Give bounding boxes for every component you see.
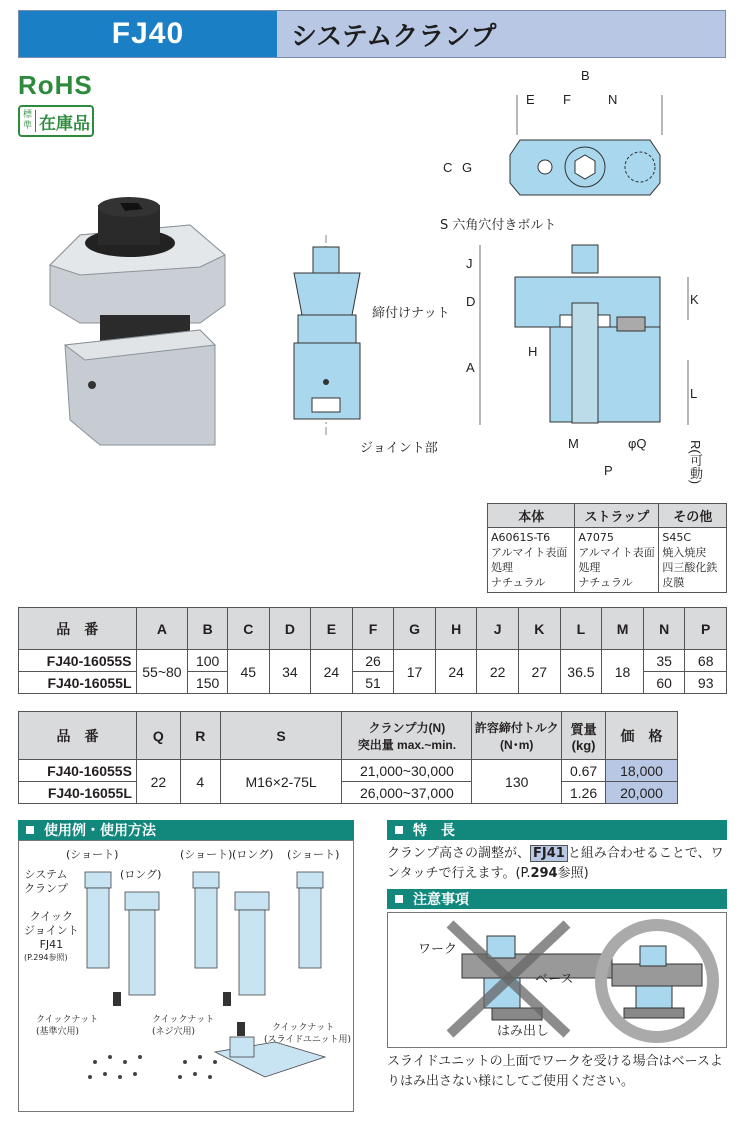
spec-cell: 45: [228, 650, 270, 694]
quick-nut-sublabel: (ネジ穴用): [152, 1027, 196, 1037]
spec-cell: 17: [394, 650, 436, 694]
bolt-label: S 六角穴付きボルト: [440, 218, 557, 233]
spec-cell: 1.26: [562, 782, 606, 804]
spec-cell: 22: [477, 650, 519, 694]
top-view-drawing: [460, 95, 720, 485]
joint-label: ジョイント部: [360, 441, 438, 456]
spec-cell: 24: [435, 650, 477, 694]
spec1-header: G: [394, 608, 436, 650]
spec2-header: R: [180, 712, 220, 760]
mat-cell: A6061S-T6 アルマイト表面処理 ナチュラル: [488, 528, 575, 593]
quick-nut-label: クイックナット: [272, 1023, 335, 1033]
dim-C: C: [443, 160, 453, 175]
price-cell: 20,000: [606, 782, 678, 804]
work-label: ワーク: [418, 942, 458, 957]
spec-table-2: [18, 711, 678, 804]
spec2-header: S: [220, 712, 342, 760]
dim-A: A: [466, 360, 475, 375]
long-label: (ロング): [232, 848, 274, 861]
table-row: [19, 760, 678, 782]
stock-badge: [18, 105, 94, 137]
spec-cell: 27: [518, 650, 560, 694]
mat-header: 本体: [488, 504, 575, 528]
spec1-header: K: [518, 608, 560, 650]
product-name: システムクランプ: [277, 11, 725, 57]
spec2-header: 質量 (kg): [562, 712, 606, 760]
dim-K: K: [690, 292, 699, 307]
spec-cell: 60: [643, 672, 685, 694]
mat-cell: A7075 アルマイト表面処理 ナチュラル: [575, 528, 659, 593]
caution-text: スライドユニットの上面でワークを受ける場合はベースよりはみ出さない様にしてご使用ください。: [387, 1054, 723, 1089]
dim-M: M: [568, 436, 579, 451]
spec-cell: 130: [472, 760, 562, 804]
spec-cell: 68: [685, 650, 727, 672]
short-label: (ショート): [66, 848, 119, 861]
spec2-header: クランプ力(N) 突出量 max.~min.: [342, 712, 472, 760]
spec-cell: 18: [602, 650, 644, 694]
ref-label: (P.294参照): [24, 953, 68, 962]
spec-cell: 150: [188, 672, 228, 694]
spec1-header: J: [477, 608, 519, 650]
material-table: [487, 503, 727, 593]
square-icon: [395, 826, 403, 834]
table-row: [19, 650, 727, 672]
dim-F: F: [563, 92, 571, 107]
dim-L: L: [690, 386, 698, 401]
spec1-header: L: [560, 608, 602, 650]
dim-P: P: [604, 463, 613, 478]
spec-cell: 100: [188, 650, 228, 672]
spec-cell: 22: [136, 760, 180, 804]
spec-cell: 0.67: [562, 760, 606, 782]
spec-cell: 4: [180, 760, 220, 804]
stock-main: 在庫品: [39, 113, 90, 134]
spec1-header: D: [269, 608, 311, 650]
spec-cell: 24: [311, 650, 353, 694]
usage-illustration: [75, 862, 345, 1107]
mat-header: ストラップ: [575, 504, 659, 528]
overhang-label: はみ出し: [497, 1024, 550, 1039]
quick-joint-label: クイック ジョイント FJ41: [24, 910, 79, 951]
price-cell: 18,000: [606, 760, 678, 782]
short-label: (ショート): [180, 848, 233, 861]
spec-cell: 35: [643, 650, 685, 672]
dim-Q: φQ: [628, 436, 647, 451]
spec-cell: 36.5: [560, 650, 602, 694]
spec-cell: 26,000~37,000: [342, 782, 472, 804]
system-clamp-label: システム クランプ: [24, 868, 68, 895]
spec-cell: 51: [352, 672, 394, 694]
caution-section-title: 注意事項: [387, 889, 727, 909]
mat-cell: S45C 焼入焼戻 四三酸化鉄皮膜: [659, 528, 727, 593]
quick-nut-sublabel: (スライドユニット用): [264, 1035, 352, 1045]
spec1-header: H: [435, 608, 477, 650]
dim-D: D: [466, 294, 476, 309]
dim-N: N: [608, 92, 618, 107]
mat-header: その他: [659, 504, 727, 528]
spec1-header: C: [228, 608, 270, 650]
spec-cell: 26: [352, 650, 394, 672]
spec2-header: Q: [136, 712, 180, 760]
nut-label: 締付けナット: [372, 306, 450, 321]
fj41-link[interactable]: FJ41: [530, 845, 568, 862]
side-view-drawing: [280, 235, 380, 435]
dim-H: H: [528, 344, 538, 359]
spec2-header: 品 番: [19, 712, 137, 760]
dim-E: E: [526, 92, 535, 107]
spec1-header: P: [685, 608, 727, 650]
spec2-header: 価 格: [606, 712, 678, 760]
spec1-header: F: [352, 608, 394, 650]
quick-nut-sublabel: (基準穴用): [36, 1027, 80, 1037]
product-photo: [40, 195, 245, 450]
features-text: クランプ高さの調整が、 FJ41 と組み合わせることで、ワンタッチで行えます。(P.294参照): [387, 846, 724, 881]
spec1-header: N: [643, 608, 685, 650]
square-icon: [26, 826, 34, 834]
part-number: FJ40-16055S: [19, 760, 137, 782]
spec-cell: M16×2-75L: [220, 760, 342, 804]
quick-nut-label: クイックナット: [36, 1015, 99, 1025]
spec2-header: 許容締付トルク (N･m): [472, 712, 562, 760]
usage-section-title: 使用例・使用方法: [18, 820, 354, 840]
rohs-logo: RoHS: [18, 70, 93, 100]
product-code: FJ40: [19, 11, 277, 57]
features-section-title: 特 長: [387, 820, 727, 840]
spec1-header: M: [602, 608, 644, 650]
page-header: [18, 10, 726, 58]
square-icon: [395, 895, 403, 903]
spec1-header: A: [136, 608, 188, 650]
base-label: ベース: [535, 972, 574, 987]
short-label: (ショート): [287, 848, 340, 861]
part-number: FJ40-16055L: [19, 672, 137, 694]
spec1-header: B: [188, 608, 228, 650]
part-number: FJ40-16055S: [19, 650, 137, 672]
spec1-header: E: [311, 608, 353, 650]
dim-G: G: [462, 160, 473, 175]
stock-small: 標準: [20, 110, 36, 132]
spec-table-1: [18, 607, 727, 694]
long-label: (ロング): [120, 868, 162, 881]
quick-nut-label: クイックナット: [152, 1015, 215, 1025]
dim-R: R(可動): [688, 440, 703, 485]
spec1-header: 品 番: [19, 608, 137, 650]
table-row: [19, 782, 678, 804]
dim-J: J: [466, 256, 473, 271]
part-number: FJ40-16055L: [19, 782, 137, 804]
spec-cell: 93: [685, 672, 727, 694]
spec-cell: 21,000~30,000: [342, 760, 472, 782]
dim-B: B: [581, 68, 590, 83]
spec-cell: 55~80: [136, 650, 188, 694]
spec-cell: 34: [269, 650, 311, 694]
